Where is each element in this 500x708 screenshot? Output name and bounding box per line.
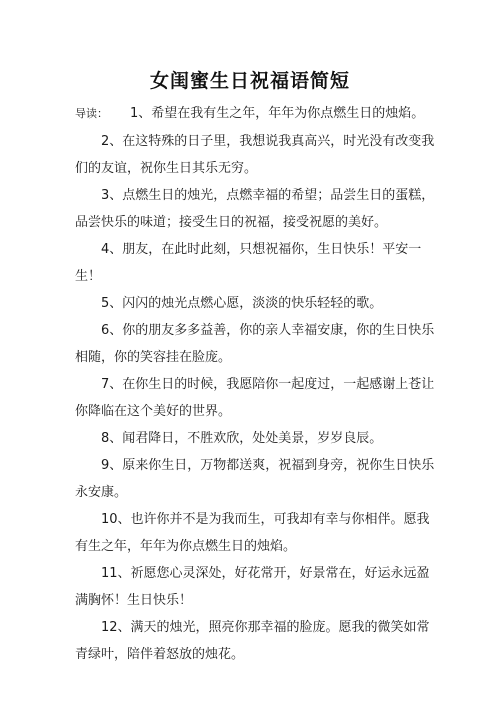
- wish-paragraph: 2、在这特殊的日子里，我想说我真高兴，时光没有改变我们的友谊，祝你生日其乐无穷。: [75, 134, 435, 176]
- wish-paragraph: 10、也许你并不是为我而生，可我却有幸与你相伴。愿我有生之年，年年为你点燃生日的烛焰。: [75, 512, 430, 554]
- wish-paragraph: 3、点燃生日的烛光，点燃幸福的希望；品尝生日的蛋糕，品尝快乐的味道；接受生日的祝福，接受祝愿的美好。: [75, 188, 435, 230]
- wish-paragraph: 6、你的朋友多多益善，你的亲人幸福安康，你的生日快乐相随，你的笑容挂在脸庞。: [75, 323, 435, 365]
- wish-list: [75, 128, 435, 668]
- wish-paragraph: 8、闻君降日，不胜欢欣，处处美景，岁岁良辰。: [101, 431, 383, 446]
- wish-paragraph: 7、在你生日的时候，我愿陪你一起度过，一起感谢上苍让你降临在这个美好的世界。: [75, 377, 435, 419]
- wish-paragraph: 4、朋友，在此时此刻，只想祝福你，生日快乐！平安一生！: [75, 242, 422, 284]
- wish-paragraph: 12、满天的烛光，照亮你那幸福的脸庞。愿我的微笑如常青绿叶，陪伴着怒放的烛花。: [75, 620, 430, 662]
- lead-label: 导读：: [75, 107, 108, 120]
- wish-paragraph: 5、闪闪的烛光点燃心愿，淡淡的快乐轻轻的歌。: [101, 296, 383, 311]
- lead-paragraph: [75, 100, 435, 127]
- wish-paragraph: 9、原来你生日，万物都送爽，祝福到身旁，祝你生日快乐永安康。: [75, 458, 435, 500]
- lead-text: 1、希望在我有生之年，年年为你点燃生日的烛焰。: [130, 106, 425, 121]
- page-title: 女闺蜜生日祝福语简短: [149, 70, 350, 92]
- wish-paragraph: 11、祈愿您心灵深处，好花常开，好景常在，好运永远盈满胸怀！生日快乐！: [75, 566, 430, 608]
